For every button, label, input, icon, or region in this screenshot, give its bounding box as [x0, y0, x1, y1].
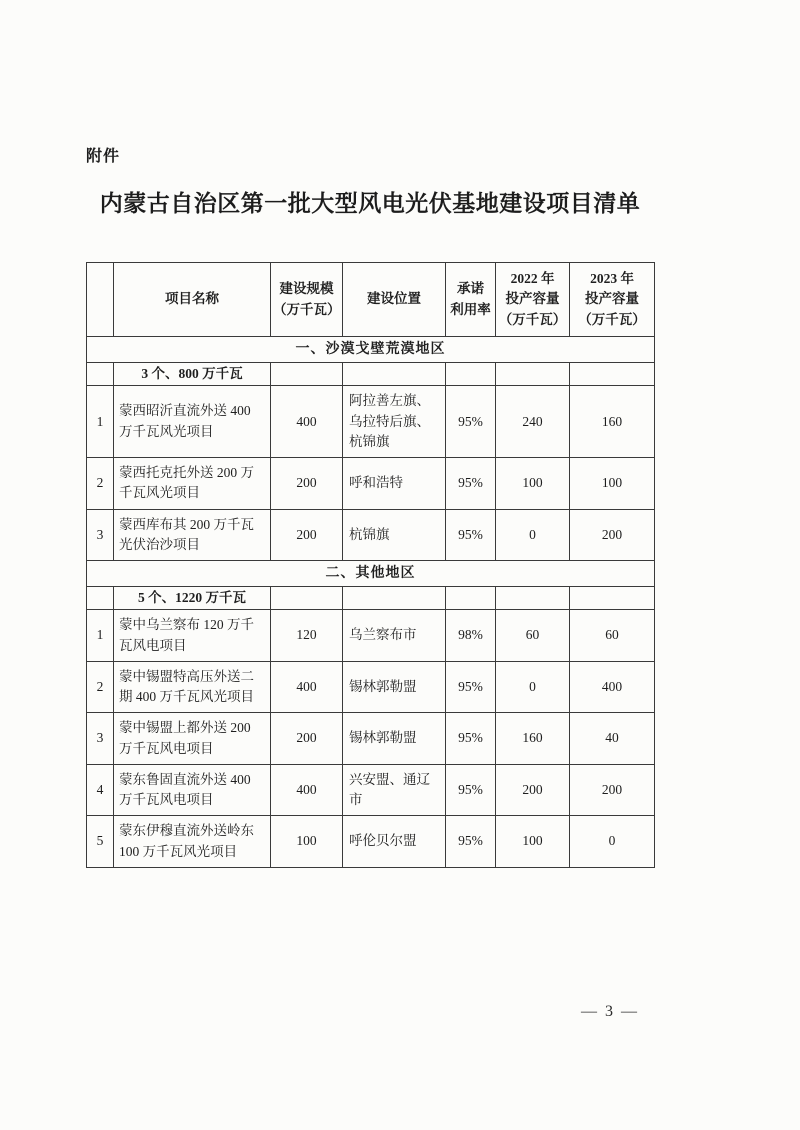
capacity-2022-value: 100	[496, 816, 570, 868]
project-name: 蒙中锡盟特高压外送二期 400 万千瓦风光项目	[114, 661, 271, 713]
scale-value: 200	[271, 713, 343, 765]
section-subtotal: 3 个、800 万千瓦	[114, 363, 271, 386]
location-value: 杭锦旗	[343, 509, 446, 561]
location-value: 兴安盟、通辽市	[343, 764, 446, 816]
location-value: 阿拉善左旗、乌拉特后旗、杭锦旗	[343, 386, 446, 458]
section-title: 二、其他地区	[87, 561, 655, 587]
empty-cell	[271, 363, 343, 386]
table-row	[87, 386, 655, 458]
location-value: 呼伦贝尔盟	[343, 816, 446, 868]
location-value: 乌兰察布市	[343, 610, 446, 662]
capacity-2022-value: 0	[496, 509, 570, 561]
table-row	[87, 458, 655, 510]
section-header-row	[87, 337, 655, 363]
table-row	[87, 509, 655, 561]
project-name: 蒙西库布其 200 万千瓦光伏治沙项目	[114, 509, 271, 561]
location-value: 呼和浩特	[343, 458, 446, 510]
utilization-value: 95%	[446, 386, 496, 458]
empty-cell	[446, 587, 496, 610]
capacity-2023-value: 60	[570, 610, 655, 662]
section-title: 一、沙漠戈壁荒漠地区	[87, 337, 655, 363]
table-header	[87, 263, 655, 337]
column-header-capacity-2022: 2022 年 投产容量 （万千瓦）	[496, 263, 570, 337]
page-title: 内蒙古自治区第一批大型风电光伏基地建设项目清单	[99, 191, 641, 216]
capacity-2022-value: 0	[496, 661, 570, 713]
utilization-value: 95%	[446, 458, 496, 510]
empty-cell	[446, 363, 496, 386]
table-row	[87, 816, 655, 868]
capacity-2023-value: 100	[570, 458, 655, 510]
project-name: 蒙东鲁固直流外送 400 万千瓦风电项目	[114, 764, 271, 816]
empty-cell	[87, 363, 114, 386]
section-subtotal-row	[87, 363, 655, 386]
scale-value: 400	[271, 764, 343, 816]
capacity-2023-value: 400	[570, 661, 655, 713]
table-row	[87, 661, 655, 713]
row-number: 2	[87, 661, 114, 713]
utilization-value: 98%	[446, 610, 496, 662]
page-number: — 3 —	[581, 1003, 639, 1020]
project-list-table	[86, 262, 655, 868]
scale-value: 120	[271, 610, 343, 662]
scale-value: 400	[271, 661, 343, 713]
utilization-value: 95%	[446, 661, 496, 713]
capacity-2022-value: 60	[496, 610, 570, 662]
utilization-value: 95%	[446, 509, 496, 561]
project-name: 蒙东伊穆直流外送岭东 100 万千瓦风光项目	[114, 816, 271, 868]
empty-cell	[343, 363, 446, 386]
location-value: 锡林郭勒盟	[343, 661, 446, 713]
capacity-2022-value: 200	[496, 764, 570, 816]
utilization-value: 95%	[446, 764, 496, 816]
utilization-value: 95%	[446, 816, 496, 868]
capacity-2022-value: 240	[496, 386, 570, 458]
scale-value: 200	[271, 458, 343, 510]
project-name: 蒙中乌兰察布 120 万千瓦风电项目	[114, 610, 271, 662]
column-header-index	[87, 263, 114, 337]
column-header-project-name: 项目名称	[114, 263, 271, 337]
capacity-2023-value: 0	[570, 816, 655, 868]
capacity-2023-value: 200	[570, 509, 655, 561]
table-row	[87, 610, 655, 662]
empty-cell	[496, 363, 570, 386]
document-content	[86, 143, 654, 868]
empty-cell	[271, 587, 343, 610]
capacity-2022-value: 100	[496, 458, 570, 510]
table-row	[87, 713, 655, 765]
empty-cell	[496, 587, 570, 610]
row-number: 5	[87, 816, 114, 868]
section-subtotal-row	[87, 587, 655, 610]
row-number: 4	[87, 764, 114, 816]
capacity-2022-value: 160	[496, 713, 570, 765]
row-number: 1	[87, 610, 114, 662]
project-name: 蒙西托克托外送 200 万千瓦风光项目	[114, 458, 271, 510]
scale-value: 200	[271, 509, 343, 561]
location-value: 锡林郭勒盟	[343, 713, 446, 765]
empty-cell	[87, 587, 114, 610]
row-number: 3	[87, 713, 114, 765]
section-header-row	[87, 561, 655, 587]
capacity-2023-value: 160	[570, 386, 655, 458]
row-number: 1	[87, 386, 114, 458]
attachment-label: 附件	[86, 148, 121, 165]
column-header-utilization: 承诺 利用率	[446, 263, 496, 337]
empty-cell	[343, 587, 446, 610]
table-row	[87, 764, 655, 816]
empty-cell	[570, 587, 655, 610]
empty-cell	[570, 363, 655, 386]
capacity-2023-value: 40	[570, 713, 655, 765]
table-header-row	[87, 263, 655, 337]
row-number: 2	[87, 458, 114, 510]
column-header-location: 建设位置	[343, 263, 446, 337]
row-number: 3	[87, 509, 114, 561]
section-subtotal: 5 个、1220 万千瓦	[114, 587, 271, 610]
column-header-capacity-2023: 2023 年 投产容量 （万千瓦）	[570, 263, 655, 337]
scale-value: 100	[271, 816, 343, 868]
project-name: 蒙中锡盟上都外送 200 万千瓦风电项目	[114, 713, 271, 765]
scale-value: 400	[271, 386, 343, 458]
column-header-scale: 建设规模 （万千瓦）	[271, 263, 343, 337]
project-name: 蒙西昭沂直流外送 400 万千瓦风光项目	[114, 386, 271, 458]
capacity-2023-value: 200	[570, 764, 655, 816]
utilization-value: 95%	[446, 713, 496, 765]
